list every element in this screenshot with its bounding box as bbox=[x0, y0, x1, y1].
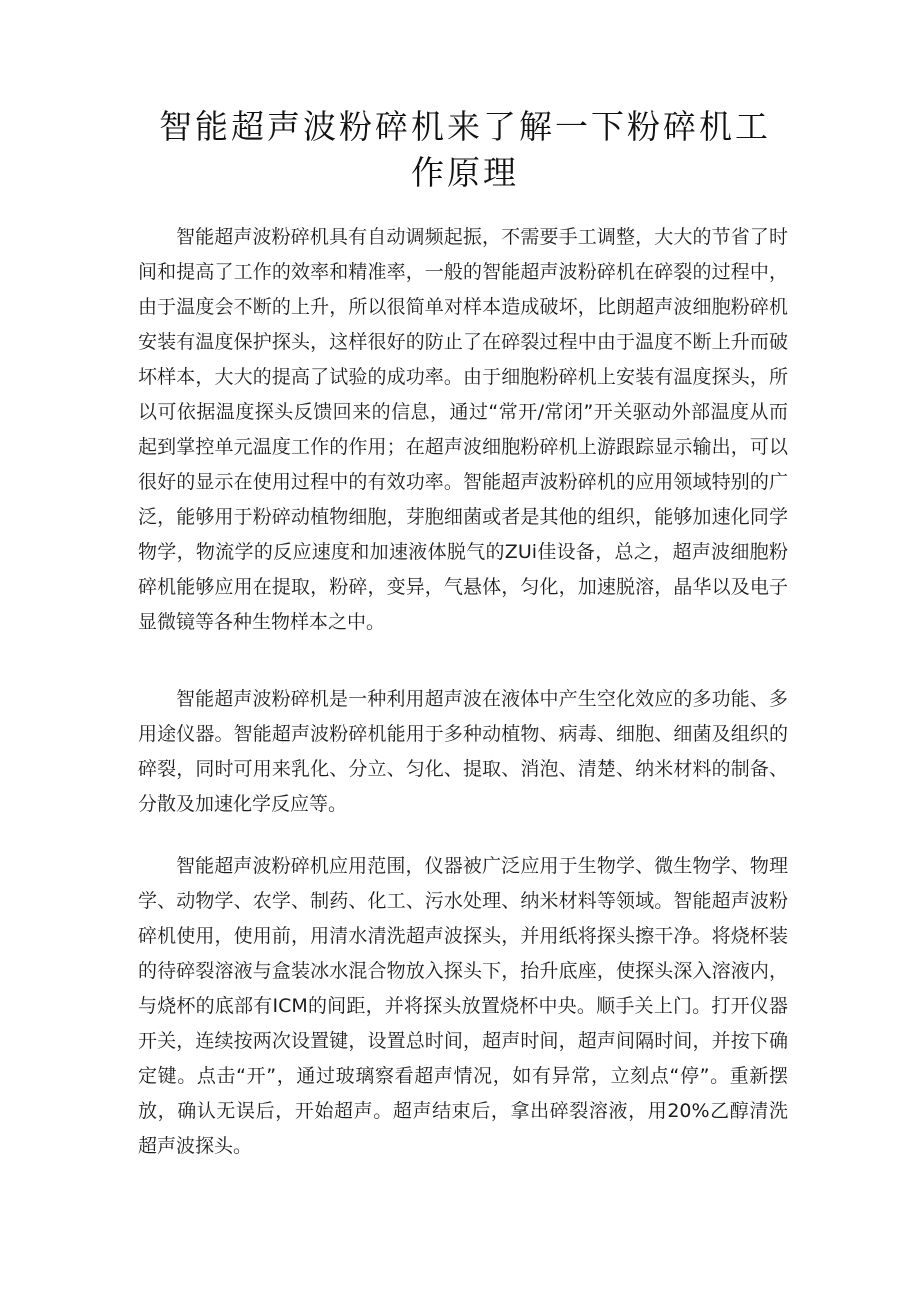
paragraph-definition: 智能超声波粉碎机是一种利用超声波在液体中产生空化效应的多功能、多用途仪器。智能超声波粉碎机能用于多种动植物、病毒、细胞、细菌及组织的碎裂，同时可用来乳化、分立、匀化、提取、消泡、清楚、纳米材料的制备、分散及加速化学反应等。 bbox=[138, 688, 788, 815]
paragraph-usage: 智能超声波粉碎机应用范围，仪器被广泛应用于生物学、微生物学、物理学、动物学、农学、制药、化工、污水处理、纳米材料等领域。智能超声波粉碎机使用，使用前，用清水清洗超声波探头，并用纸将探头擦干净。将烧杯装的待碎裂溶液与盒装冰水混合物放入探头下，抬升底座，使探头深入溶液内，与烧杯的底部有ICM的间距，并将探头放置烧杯中央。顺手关上门。打开仪器开关，连续按两次设置键，设置总时间，超声时间，超声间隔时间，并按下确定键。点击“开”，通过玻璃察看超声情况，如有异常，立刻点“停”。重新摆放，确认无误后，开始超声。超声结束后，拿出碎裂溶液，用20%乙醇清洗超声波探头。 bbox=[138, 855, 788, 1157]
paragraph-intro: 智能超声波粉碎机具有自动调频起振，不需要手工调整，大大的节省了时间和提高了工作的效率和精准率，一般的智能超声波粉碎机在碎裂的过程中，由于温度会不断的上升，所以很简单对样本造成破坏，比朗超声波细胞粉碎机安装有温度保护探头，这样很好的防止了在碎裂过程中由于温度不断上升而破坏样本，大大的提高了试验的成功率。由于细胞粉碎机上安装有温度探头，所以可依据温度探头反馈回来的信息，通过“常开/常闭”开关驱动外部温度从而起到掌控单元温度工作的作用；在超声波细胞粉碎机上游跟踪显示输出，可以很好的显示在使用过程中的有效功率。智能超声波粉碎机的应用领域特别的广泛，能够用于粉碎动植物细胞，芽胞细菌或者是其他的组织，能够加速化同学物学，物流学的反应速度和加速液体脱气的ZUi佳设备，总之，超声波细胞粉碎机能够应用在提取，粉碎，变异，气悬体，匀化，加速脱溶，晶华以及电子显微镜等各种生物样本之中。 bbox=[138, 226, 788, 633]
document-title: 智能超声波粉碎机来了解一下粉碎机工作原理 bbox=[159, 107, 771, 192]
